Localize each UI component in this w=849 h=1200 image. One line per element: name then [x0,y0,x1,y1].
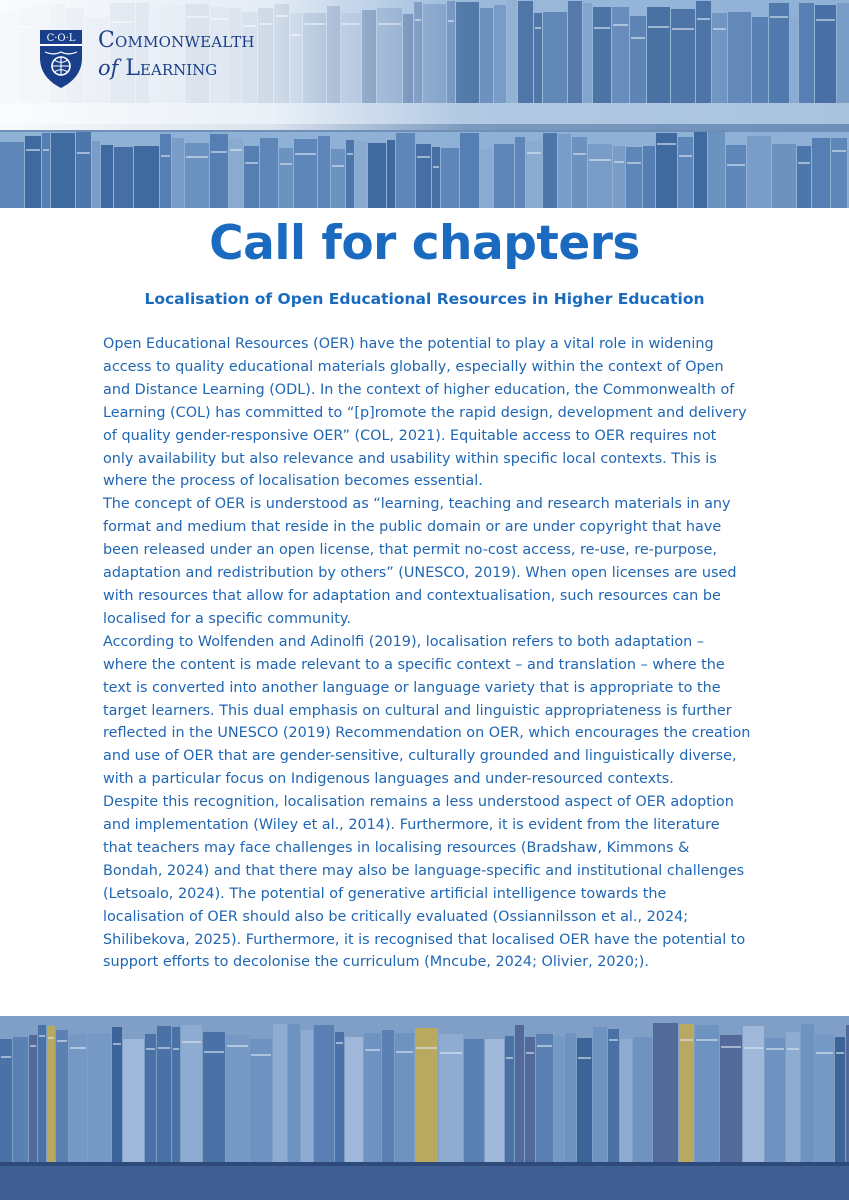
book-spine [51,133,75,208]
book-spine [88,1033,111,1162]
paragraph-intro: Open Educational Resources (OER) have the potential to play a vital role in widening access to quality educational materials globally, especially within the context of Open and Distance Learning (ODL). In the context of higher education, the Commonwealth of Learning (COL) has committed to “[p]romote the rapid design, development and delivery of quality gender-responsive OER” (COL, 2021). Equitable access to OER requires not only availability but also relevance and usability within specific local contexts. This is where the process of localisation becomes essential. [103,336,747,490]
book-spine [172,1027,180,1162]
book-spine [679,1024,694,1162]
book-band [146,1048,155,1050]
book-band [173,1048,179,1050]
book-spine [134,146,159,208]
book-spine [797,146,811,208]
book-band [43,149,49,151]
book-band [816,1052,833,1054]
book-band [537,1045,552,1047]
col-wordmark [98,30,255,80]
book-spine [831,138,847,208]
book-spine [515,1025,524,1162]
book-band [227,1045,248,1047]
book-spine [229,138,243,208]
book-spine [355,141,367,208]
book-spine [772,144,796,208]
book-spine [464,1039,484,1162]
paragraph-challenges: Despite this recognition, localisation remains a less understood aspect of OER adoption and implementation (Wiley et al., 2014). Furthermore, it is evident from the literature that teachers may face challenges in localising resources (Bradshaw, Kimmons & Bondah, 2024) and that there may also be language-specific and institutional challenges (Letsoalo, 2024). The potential of generative artificial intelligence towards the localisation of OER should also be critically evaluated (Ossiannilsson et al., 2024; Shilibekova, 2025). Furthermore, it is recognised that localised OER have the potential to support efforts to decolonise the curriculum (Mncube, 2024; Olivier, 2020;). [103,794,746,971]
book-spine [720,1035,742,1162]
book-spine [318,136,330,208]
book-band [57,1040,67,1042]
logo-learning: Learning [125,56,218,81]
book-spine [593,1027,607,1162]
book-spine [76,132,91,208]
book-band [657,143,676,145]
book-spine [626,147,642,208]
book-spine [331,149,345,208]
book-band [836,1052,844,1054]
book-band [113,1043,121,1045]
book-spine [301,1030,313,1162]
logo-of: of [98,56,119,80]
book-spine [505,1036,514,1162]
book-spine [786,1032,800,1162]
book-spine [260,138,278,208]
logo-of-learning [98,58,255,80]
bookshelf-bottom-image [0,1016,849,1200]
book-spine [801,1024,814,1162]
book-spine [441,148,459,208]
book-spine [0,142,24,208]
book-band [798,162,810,164]
book-band [70,1047,86,1049]
book-spine [172,138,184,208]
book-spine [114,147,133,208]
book-band [347,153,353,155]
book-band [727,164,745,166]
book-spine [572,137,587,208]
book-band [787,1048,799,1050]
book-spine [346,140,354,208]
book-spine [160,134,171,208]
shield-letters: C·O·L [46,33,76,44]
book-spine [101,145,113,208]
book-spine [708,132,725,208]
book-spine [588,144,612,208]
book-spine [613,146,625,208]
book-band [204,1051,224,1053]
book-band [609,1039,618,1041]
book-spine [29,1035,37,1162]
book-spine [536,1034,553,1162]
book-band [696,1039,718,1041]
book-spine [335,1032,344,1162]
book-band [589,159,611,161]
book-spine [279,148,293,208]
book-band [251,1054,271,1056]
book-band [211,151,227,153]
book-band [416,1047,437,1049]
book-band [627,162,641,164]
book-spine [695,1025,719,1162]
book-band [336,1042,343,1044]
body-text [103,333,751,974]
book-spine [416,144,431,208]
book-spine [525,1037,535,1162]
book-spine [565,1033,576,1162]
book-spine [485,1039,504,1162]
book-band [680,1039,693,1041]
book-spine [515,137,525,208]
book-spine [460,133,479,208]
book-spine [678,137,693,208]
book-band [832,150,846,152]
book-spine [364,1033,381,1162]
book-band [679,155,692,157]
book-spine [765,1038,785,1162]
book-band [161,155,170,157]
book-band [744,1047,763,1049]
book-spine [387,140,395,208]
book-spine [92,141,100,208]
book-spine [743,1026,764,1162]
page-subtitle: Localisation of Open Educational Resources in Higher Education [144,290,705,308]
book-spine [47,1026,55,1162]
book-spine [543,133,557,208]
book-band [526,1052,534,1054]
book-spine [273,1024,287,1162]
book-spine [494,144,514,208]
book-spine [653,1023,678,1162]
book-spine [480,149,493,208]
paragraph-localisation-definition: According to Wolfenden and Adinolfi (2019), localisation refers to both adaptation – where the content is made relevant to a specific context – and translation – where the text is converted into another language or language variety that is appropriate to the target learners. This dual emphasis on cultural and linguistic appropriateness is further reflected in the UNESCO (2019) Recommendation on OER, which encourages the creation and use of OER that are gender-sensitive, culturally grounded and linguistically diverse, with a particular focus on Indigenous languages and under-resourced contexts. [103,633,751,788]
book-band [295,153,316,155]
book-spine [294,139,317,208]
book-spine [314,1025,334,1162]
book-band [527,152,541,154]
book-spine [694,132,707,208]
book-spine [835,1037,845,1162]
book-band [1,1056,11,1058]
book-band [417,156,430,158]
book-spine [56,1030,68,1162]
book-band [766,1048,784,1050]
book-spine [226,1035,249,1162]
book-band [440,1052,462,1054]
book-spine [25,136,41,208]
book-band [26,149,40,151]
book-spine [157,1026,171,1162]
book-spine [368,143,386,208]
book-spine [558,134,571,208]
book-spine [396,133,415,208]
book-band [186,156,208,158]
book-spine [13,1037,28,1162]
book-spine [382,1030,394,1162]
book-spine [38,1025,46,1162]
book-spine [554,1036,564,1162]
book-spine [526,141,542,208]
book-spine [726,145,746,208]
book-band [280,163,292,165]
paragraph-oer-concept: The concept of OER is understood as “learning, teaching and research materials in any format and medium that reside in the public domain or are under copyright that have been released under an open license, that permit no-cost access, re-use, re-purpose, adaptation and redistribution by others” (UNESCO, 2019). When open licenses are used with resources that allow for adaptation and contextualisation, such resources can be localised for a specific community. [103,496,737,627]
book-spine [608,1029,619,1162]
book-spine [145,1034,156,1162]
bottom-bookshelf-banner [0,1016,849,1200]
book-band [230,149,242,151]
book-spine [812,138,830,208]
book-spine [210,134,228,208]
book-spine [577,1038,592,1162]
book-band [365,1049,380,1051]
book-spine [345,1037,363,1162]
book-spine [185,143,209,208]
book-band [158,1047,170,1049]
col-logo [36,28,276,92]
book-band [573,153,586,155]
book-band [433,166,439,168]
book-spine [620,1039,632,1162]
book-spine [747,136,771,208]
book-spine [250,1039,272,1162]
book-spine [643,146,655,208]
book-spine [288,1024,300,1162]
logo-commonwealth: Commonwealth [98,28,255,53]
book-band [506,1057,513,1059]
book-spine [432,147,440,208]
book-band [721,1046,741,1048]
book-band [396,1051,413,1053]
book-band [332,165,344,167]
book-band [30,1045,36,1047]
book-spine [181,1025,202,1162]
book-spine [42,133,50,208]
page-title: Call for chapters [209,216,640,271]
book-band [578,1057,591,1059]
book-spine [123,1039,144,1162]
book-spine [244,146,259,208]
book-spine [112,1027,122,1162]
book-band [48,1037,54,1039]
book-spine [633,1037,652,1162]
book-band [39,1035,45,1037]
book-band [77,152,90,154]
book-band [245,162,258,164]
book-band [182,1041,201,1043]
book-spine [69,1034,87,1162]
book-band [614,161,624,163]
col-shield-icon [36,28,86,90]
